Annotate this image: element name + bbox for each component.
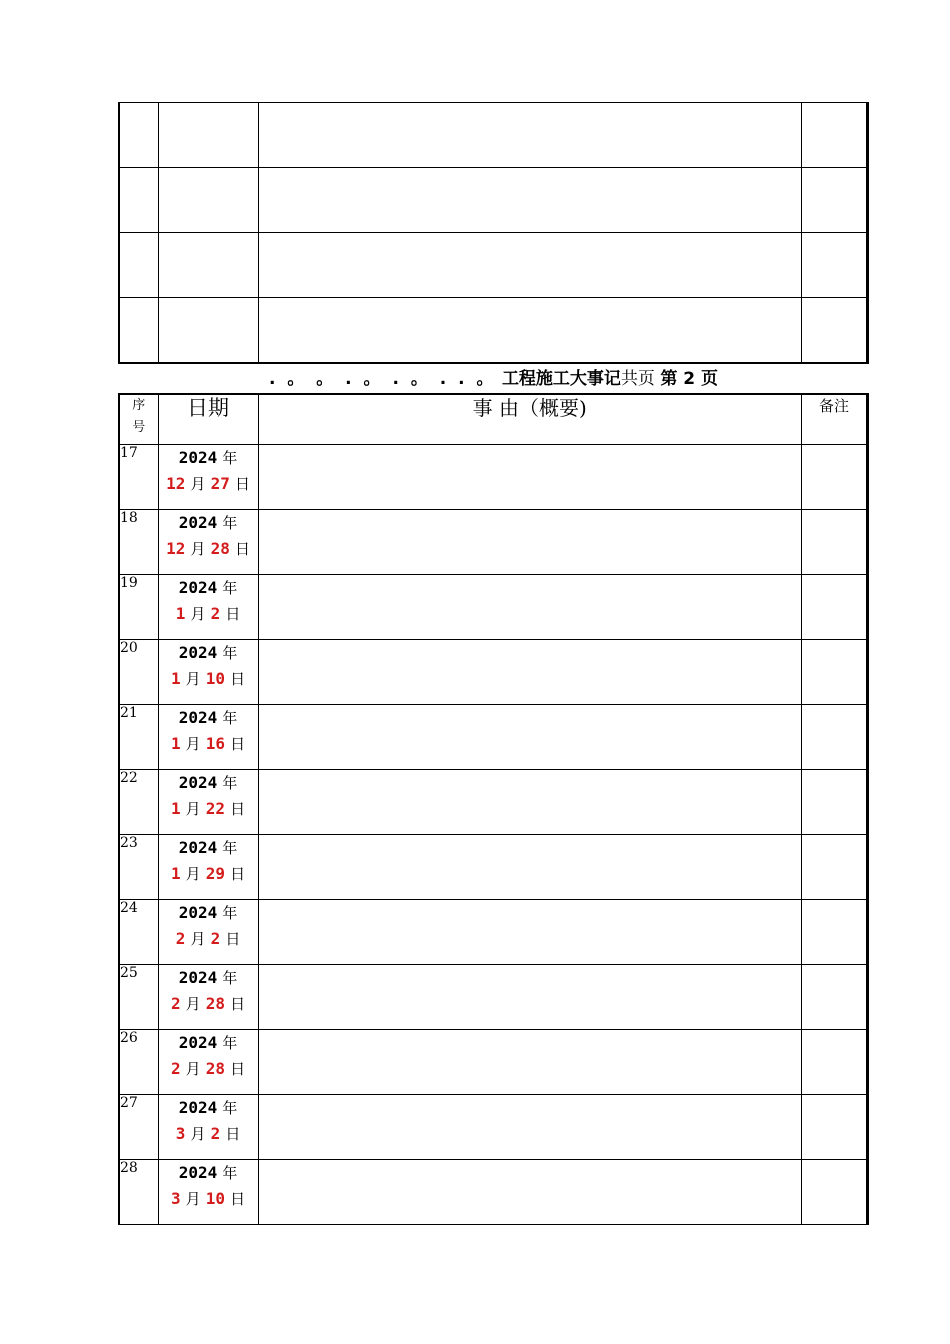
year-unit: 年 xyxy=(222,578,238,597)
seq-cell: 23 xyxy=(119,834,158,899)
date-cell xyxy=(158,1094,258,1159)
year-value: 2024 xyxy=(178,512,218,532)
month-unit: 月 xyxy=(190,929,206,948)
date-year-line xyxy=(159,770,258,796)
date-cell xyxy=(158,704,258,769)
note-cell xyxy=(801,444,867,509)
date-cell xyxy=(158,444,258,509)
previous-page-table xyxy=(118,102,869,364)
day-value: 10 xyxy=(205,668,226,688)
note-cell xyxy=(801,1029,867,1094)
event-cell xyxy=(258,964,801,1029)
month-value: 1 xyxy=(170,733,181,753)
table-row xyxy=(119,574,868,639)
event-cell xyxy=(258,1094,801,1159)
date-cell xyxy=(158,168,258,233)
year-unit: 年 xyxy=(222,708,238,727)
date-year-line xyxy=(159,835,258,861)
month-unit: 月 xyxy=(185,864,201,883)
seq-cell xyxy=(119,298,158,363)
month-value: 2 xyxy=(170,993,181,1013)
date-cell xyxy=(158,1159,258,1224)
event-cell xyxy=(258,103,801,168)
date-cell xyxy=(158,1029,258,1094)
note-cell xyxy=(801,1094,867,1159)
seq-cell xyxy=(119,233,158,298)
table-row xyxy=(119,1094,868,1159)
month-unit: 月 xyxy=(190,1124,206,1143)
header-note: 备注 xyxy=(801,394,867,444)
date-month-day-line xyxy=(159,1056,258,1082)
day-unit: 日 xyxy=(225,604,241,623)
date-year-line xyxy=(159,1095,258,1121)
month-value: 3 xyxy=(170,1188,181,1208)
event-cell xyxy=(258,233,801,298)
empty-row xyxy=(119,103,868,168)
page-number: 第 2 页 xyxy=(660,369,719,389)
year-unit: 年 xyxy=(222,1033,238,1052)
date-year-line xyxy=(159,1160,258,1186)
day-value: 29 xyxy=(205,863,226,883)
date-cell xyxy=(158,769,258,834)
date-cell xyxy=(158,233,258,298)
month-unit: 月 xyxy=(190,604,206,623)
table-row xyxy=(119,899,868,964)
seq-cell: 22 xyxy=(119,769,158,834)
date-month-day-line xyxy=(159,991,258,1017)
year-value: 2024 xyxy=(178,772,218,792)
table-row xyxy=(119,1029,868,1094)
table-row xyxy=(119,509,868,574)
header-event: 事 由（概要) xyxy=(258,394,801,444)
seq-cell: 18 xyxy=(119,509,158,574)
date-month-day-line xyxy=(159,796,258,822)
seq-cell: 20 xyxy=(119,639,158,704)
date-year-line xyxy=(159,640,258,666)
year-unit: 年 xyxy=(222,903,238,922)
month-value: 12 xyxy=(166,473,186,493)
date-year-line xyxy=(159,965,258,991)
year-unit: 年 xyxy=(222,838,238,857)
date-cell xyxy=(158,834,258,899)
day-value: 28 xyxy=(210,538,230,558)
year-value: 2024 xyxy=(178,837,218,857)
table-row xyxy=(119,704,868,769)
note-cell xyxy=(801,509,867,574)
day-unit: 日 xyxy=(234,474,250,493)
month-unit: 月 xyxy=(185,734,201,753)
year-unit: 年 xyxy=(222,968,238,987)
year-unit: 年 xyxy=(222,448,238,467)
year-value: 2024 xyxy=(178,447,218,467)
day-value: 27 xyxy=(210,473,230,493)
date-month-day-line xyxy=(159,536,258,562)
month-value: 1 xyxy=(170,668,181,688)
date-month-day-line xyxy=(159,1186,258,1212)
month-value: 1 xyxy=(175,603,186,623)
seq-cell: 21 xyxy=(119,704,158,769)
month-value: 2 xyxy=(170,1058,181,1078)
empty-row xyxy=(119,168,868,233)
year-value: 2024 xyxy=(178,1162,218,1182)
project-title: 工程施工大事记 xyxy=(501,369,621,389)
note-cell xyxy=(801,964,867,1029)
month-unit: 月 xyxy=(185,799,201,818)
month-value: 12 xyxy=(166,538,186,558)
day-unit: 日 xyxy=(230,799,246,818)
month-unit: 月 xyxy=(190,539,206,558)
table-header-row xyxy=(119,394,868,444)
year-value: 2024 xyxy=(178,577,218,597)
event-cell xyxy=(258,509,801,574)
note-cell xyxy=(801,704,867,769)
note-cell xyxy=(801,1159,867,1224)
date-month-day-line xyxy=(159,926,258,952)
year-value: 2024 xyxy=(178,967,218,987)
seq-cell: 26 xyxy=(119,1029,158,1094)
seq-cell: 24 xyxy=(119,899,158,964)
year-unit: 年 xyxy=(222,513,238,532)
header-seq-bottom: 号 xyxy=(132,420,146,435)
note-cell xyxy=(801,103,867,168)
date-cell xyxy=(158,899,258,964)
total-pages: 共页 xyxy=(620,369,655,389)
day-value: 10 xyxy=(205,1188,226,1208)
day-unit: 日 xyxy=(225,929,241,948)
event-cell xyxy=(258,639,801,704)
empty-row xyxy=(119,233,868,298)
day-value: 22 xyxy=(205,798,226,818)
month-unit: 月 xyxy=(185,994,201,1013)
header-date: 日期 xyxy=(158,394,258,444)
date-year-line xyxy=(159,705,258,731)
table-row xyxy=(119,639,868,704)
day-unit: 日 xyxy=(230,1059,246,1078)
day-value: 28 xyxy=(205,993,226,1013)
year-value: 2024 xyxy=(178,1097,218,1117)
event-cell xyxy=(258,298,801,363)
date-cell xyxy=(158,574,258,639)
day-unit: 日 xyxy=(230,864,246,883)
month-unit: 月 xyxy=(185,669,201,688)
date-year-line xyxy=(159,510,258,536)
day-unit: 日 xyxy=(230,734,246,753)
date-cell xyxy=(158,639,258,704)
year-unit: 年 xyxy=(222,1098,238,1117)
month-value: 1 xyxy=(170,863,181,883)
day-unit: 日 xyxy=(234,539,250,558)
month-value: 2 xyxy=(175,928,186,948)
date-month-day-line xyxy=(159,861,258,887)
date-cell xyxy=(158,964,258,1029)
day-value: 2 xyxy=(210,1123,221,1143)
date-cell xyxy=(158,298,258,363)
month-unit: 月 xyxy=(190,474,206,493)
header-seq-top: 序 xyxy=(132,398,146,413)
seq-cell: 19 xyxy=(119,574,158,639)
year-value: 2024 xyxy=(178,1032,218,1052)
table-row xyxy=(119,444,868,509)
date-month-day-line xyxy=(159,1121,258,1147)
date-cell xyxy=(158,103,258,168)
seq-cell: 25 xyxy=(119,964,158,1029)
table-row xyxy=(119,964,868,1029)
day-unit: 日 xyxy=(230,1189,246,1208)
year-unit: 年 xyxy=(222,1163,238,1182)
note-cell xyxy=(801,233,867,298)
event-cell xyxy=(258,574,801,639)
seq-cell: 28 xyxy=(119,1159,158,1224)
date-year-line xyxy=(159,575,258,601)
date-month-day-line xyxy=(159,601,258,627)
year-unit: 年 xyxy=(222,773,238,792)
event-cell xyxy=(258,444,801,509)
seq-cell xyxy=(119,103,158,168)
seq-cell: 27 xyxy=(119,1094,158,1159)
event-cell xyxy=(258,1159,801,1224)
page-title xyxy=(118,368,869,390)
day-unit: 日 xyxy=(230,994,246,1013)
year-unit: 年 xyxy=(222,643,238,662)
events-table xyxy=(118,393,869,1225)
year-value: 2024 xyxy=(178,707,218,727)
event-cell xyxy=(258,769,801,834)
note-cell xyxy=(801,899,867,964)
day-unit: 日 xyxy=(225,1124,241,1143)
table-row xyxy=(119,834,868,899)
year-value: 2024 xyxy=(178,902,218,922)
event-cell xyxy=(258,1029,801,1094)
header-seq xyxy=(119,394,158,444)
day-value: 2 xyxy=(210,603,221,623)
seq-cell: 17 xyxy=(119,444,158,509)
date-year-line xyxy=(159,900,258,926)
day-unit: 日 xyxy=(230,669,246,688)
month-unit: 月 xyxy=(185,1059,201,1078)
event-cell xyxy=(258,168,801,233)
month-value: 3 xyxy=(175,1123,186,1143)
month-value: 1 xyxy=(170,798,181,818)
date-month-day-line xyxy=(159,731,258,757)
date-cell xyxy=(158,509,258,574)
note-cell xyxy=(801,639,867,704)
day-value: 16 xyxy=(205,733,226,753)
seq-cell xyxy=(119,168,158,233)
date-year-line xyxy=(159,1030,258,1056)
event-cell xyxy=(258,704,801,769)
date-month-day-line xyxy=(159,666,258,692)
day-value: 28 xyxy=(205,1058,226,1078)
note-cell xyxy=(801,298,867,363)
date-month-day-line xyxy=(159,471,258,497)
date-year-line xyxy=(159,445,258,471)
title-dots: . 。 。 . 。 . 。 . . 。 xyxy=(268,369,497,389)
empty-row xyxy=(119,298,868,363)
table-row xyxy=(119,1159,868,1224)
day-value: 2 xyxy=(210,928,221,948)
note-cell xyxy=(801,574,867,639)
note-cell xyxy=(801,769,867,834)
note-cell xyxy=(801,168,867,233)
year-value: 2024 xyxy=(178,642,218,662)
table-row xyxy=(119,769,868,834)
month-unit: 月 xyxy=(185,1189,201,1208)
event-cell xyxy=(258,834,801,899)
event-cell xyxy=(258,899,801,964)
note-cell xyxy=(801,834,867,899)
